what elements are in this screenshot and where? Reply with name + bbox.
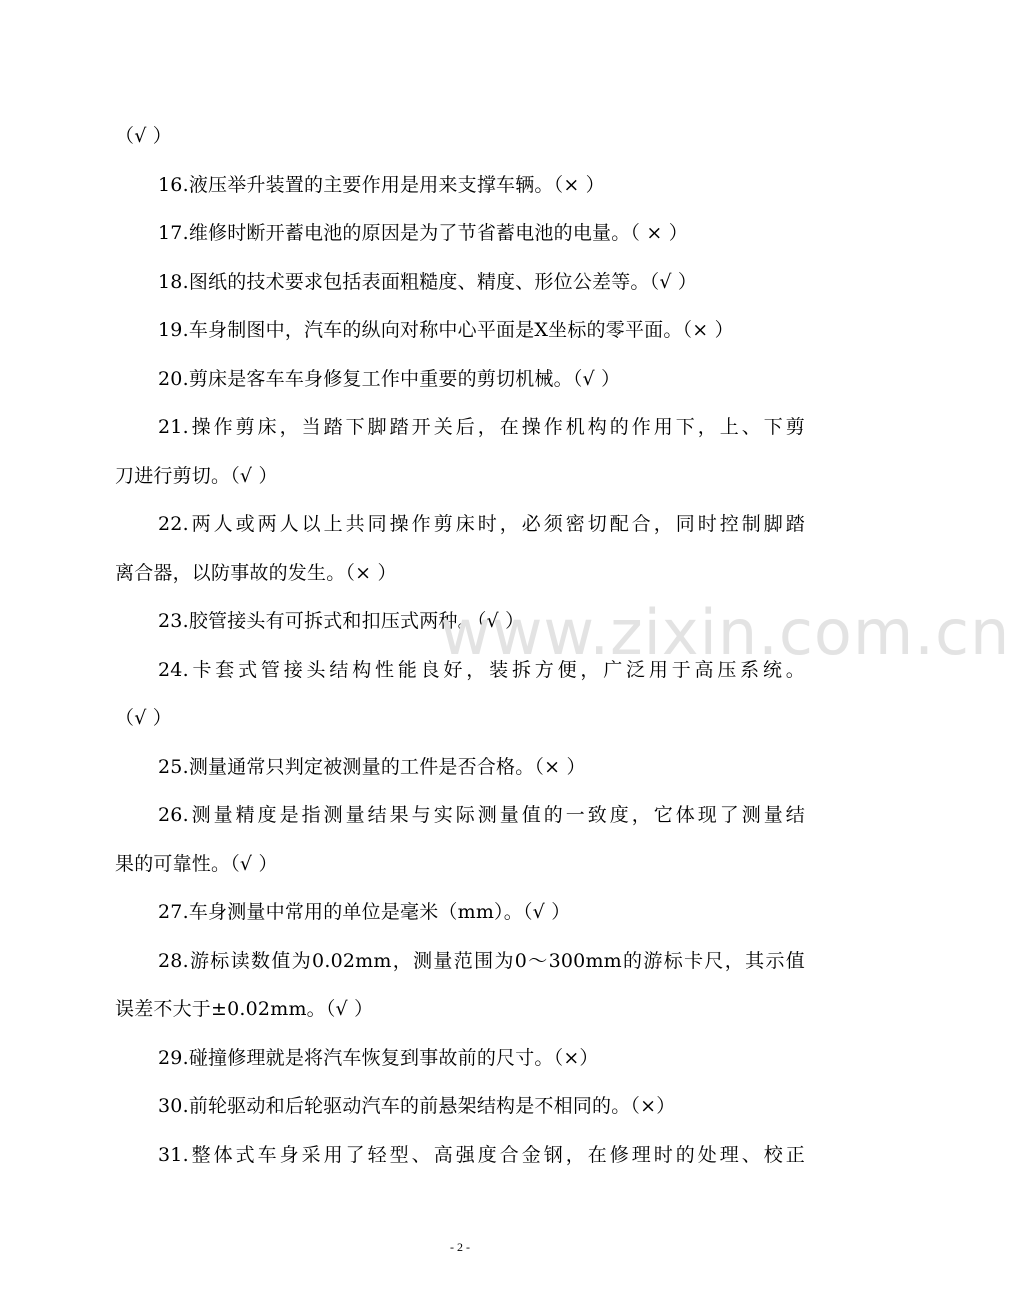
text-line: 离合器，以防事故的发生。（× ） [115, 561, 397, 584]
text-line: 18.图纸的技术要求包括表面粗糙度、精度、形位公差等。（√ ） [158, 270, 698, 293]
text-line: 22.两人或两人以上共同操作剪床时，必须密切配合，同时控制脚踏 [158, 513, 805, 535]
text-line: 20.剪床是客车车身修复工作中重要的剪切机械。（√ ） [158, 367, 621, 390]
text-line: 19.车身制图中，汽车的纵向对称中心平面是X坐标的零平面。（× ） [158, 319, 734, 341]
text-line: 果的可靠性。（√ ） [115, 852, 278, 875]
text-line: 23.胶管接头有可拆式和扣压式两种。（√ ） [158, 610, 525, 632]
text-line: 29.碰撞修理就是将汽车恢复到事故前的尺寸。（×） [158, 1046, 599, 1069]
text-line: 25.测量通常只判定被测量的工件是否合格。（× ） [158, 755, 586, 778]
page-number: - 2 - [450, 1240, 470, 1254]
text-line: 误差不大于±0.02mm。（√ ） [115, 998, 374, 1020]
text-line: （√ ） [115, 707, 172, 729]
document-body [115, 112, 805, 1179]
text-line: 24.卡套式管接头结构性能良好，装拆方便，广泛用于高压系统。 [158, 658, 805, 681]
text-line: 28.游标读数值为0.02mm，测量范围为0～300mm的游标卡尺，其示值 [158, 949, 805, 972]
text-line: 31.整体式车身采用了轻型、高强度合金钢，在修理时的处理、校正 [158, 1143, 805, 1166]
text-line: 刀进行剪切。（√ ） [115, 464, 278, 487]
text-line: 21.操作剪床，当踏下脚踏开关后，在操作机构的作用下，上、下剪 [158, 416, 805, 438]
watermark-text: www.zixin.com.cn [440, 596, 1010, 669]
text-line: 16.液压举升装置的主要作用是用来支撑车辆。（× ） [158, 173, 605, 196]
text-line: 17.维修时断开蓄电池的原因是为了节省蓄电池的电量。（ × ） [158, 222, 688, 244]
text-line: 27.车身测量中常用的单位是毫米（mm）。（√ ） [158, 901, 571, 923]
text-line: 26.测量精度是指测量结果与实际测量值的一致度，它体现了测量结 [158, 804, 805, 826]
text-line: 30.前轮驱动和后轮驱动汽车的前悬架结构是不相同的。（×） [158, 1095, 676, 1117]
text-line: （√ ） [115, 125, 172, 147]
